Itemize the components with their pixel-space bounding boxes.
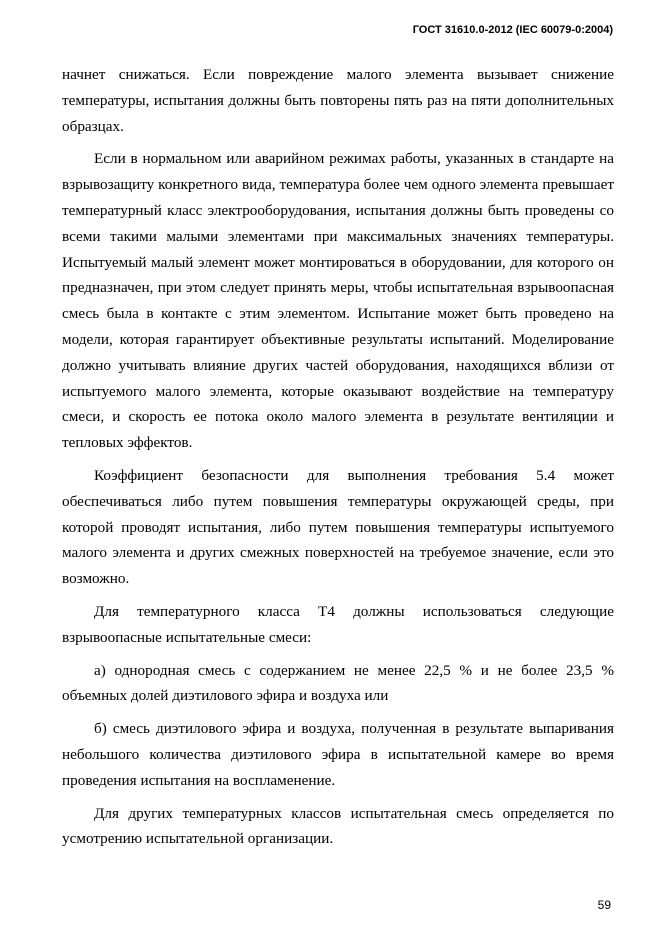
document-body: [62, 62, 614, 859]
paragraph-safety-factor: Коэффициент безопасности для выполнения требования 5.4 может обеспечиваться либо путем повышения температуры окружающей среды, при которой проводят испытания, либо путем повышения температуры испытуемого малого элемента и других смежных поверхностей на требуемое значение, если это возможно.: [62, 466, 614, 588]
list-item-a: а) однородная смесь с содержанием не менее 22,5 % и не более 23,5 % объемных долей диэтилового эфира и воздуха или: [62, 661, 614, 705]
page-number: 59: [597, 898, 611, 912]
paragraph-continuation: начнет снижаться. Если повреждение малого элемента вызывает снижение температуры, испытания должны быть повторены пять раз на пяти дополнительных образцах.: [62, 66, 614, 135]
paragraph-multiple-elements: Если в нормальном или аварийном режимах работы, указанных в стандарте на взрывозащиту конкретного вида, температура более чем одного элемента превышает температурный класс электрооборудования, испытания должны быть проведены со всеми такими малыми элементами при максимальных значениях температуры. Испытуемый малый элемент может монтироваться в оборудовании, для которого он предназначен, при этом следует принять меры, чтобы испытательная взрывоопасная смесь была в контакте с этим элементом. Испытание может быть проведено на модели, которая гарантирует объективные результаты испытаний. Моделирование должно учитывать влияние других частей оборудования, находящихся вблизи от испытуемого малого элемента, которые оказывают воздействие на температуру смеси, и скорость ее потока около малого элемента в результате вентиляции и тепловых эффектов.: [62, 150, 614, 452]
list-item-b: б) смесь диэтилового эфира и воздуха, полученная в результате выпаривания небольшого количества диэтилового эфира в испытательной камере во время проведения испытания на воспламенение.: [62, 720, 614, 789]
document-header: ГОСТ 31610.0-2012 (IEC 60079-0:2004): [412, 24, 613, 36]
paragraph-other-classes: Для других температурных классов испытательная смесь определяется по усмотрению испытательной организации.: [62, 804, 614, 848]
paragraph-t4-class: Для температурного класса Т4 должны использоваться следующие взрывоопасные испытательные смеси:: [62, 602, 614, 646]
